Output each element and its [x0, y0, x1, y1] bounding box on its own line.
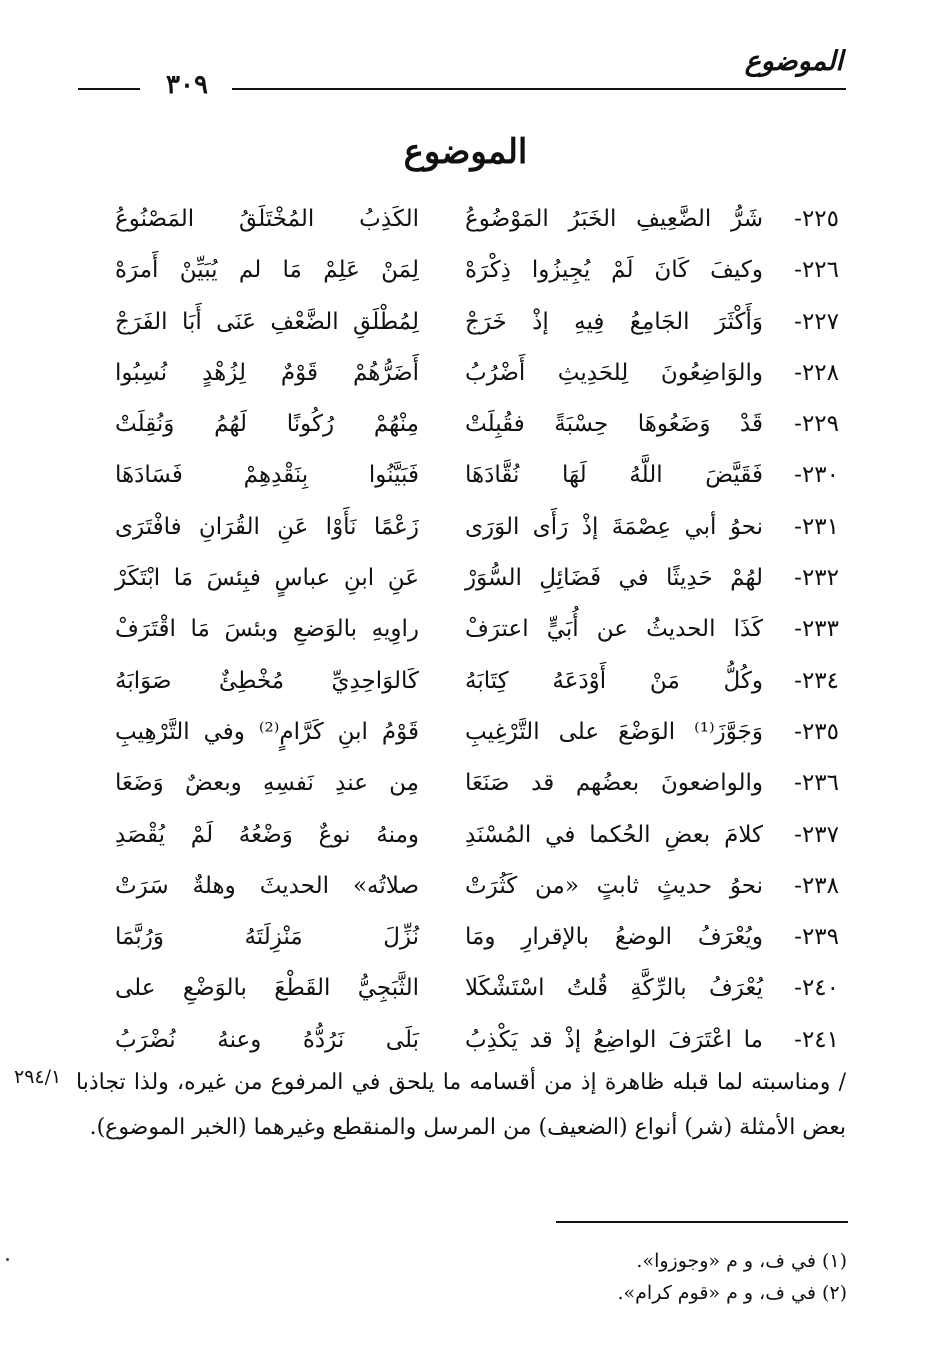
- verse-number: ٢٣٦-: [794, 770, 839, 797]
- verse-row: [0, 249, 931, 300]
- verse-first-hemistich: يُعْرَفُ بالرِّكَّةِ قُلتُ اسْتَشْكَلا: [465, 975, 763, 1002]
- verse-number: ٢٣١-: [794, 513, 839, 540]
- verse-row: [0, 814, 931, 865]
- verse-second-hemistich: مِنْهُمْ رُكُونًا لَهُمُ وَنُقِلَتْ: [115, 411, 419, 438]
- margin-reference: ٢٩٤/١: [14, 1066, 62, 1088]
- commentary-paragraph: / ومناسبته لما قبله ظاهرة إذ من أقسامه ما يلحق في المرفوع من غيره، ولذا تجاذبا بعض الأمثلة (شر) أنواع (الضعيف) من المرسل والمنقطع وغيرهما (الخبر الموضوع).: [76, 1070, 846, 1140]
- verse-first-hemistich: نحوُ حديثٍ ثابتٍ «من كَثُرَتْ: [465, 872, 763, 899]
- verse-first-hemistich: لهُمْ حَدِيثًا في فَضَائِلِ السُّوَرْ: [465, 565, 763, 592]
- verse-second-hemistich: بَلَى نَرُدُّهُ وعنهُ نُضْرَبُ: [115, 1026, 419, 1053]
- verse-number: ٢٣٥-: [794, 718, 839, 745]
- verse-row: [0, 865, 931, 916]
- verse-row: [0, 711, 931, 762]
- verse-number: ٢٣٢-: [794, 565, 839, 592]
- verse-second-hemistich: راوِيهِ بالوَضعِ وبئسَ مَا اقْتَرَفْ: [115, 616, 419, 643]
- verse-number: ٢٣٠-: [794, 462, 839, 489]
- verse-row: [0, 916, 931, 967]
- verse-second-hemistich: لِمَنْ عَلِمْ مَا لم يُبَيِّنْ أَمرَهْ: [115, 257, 419, 284]
- verse-second-hemistich: ومنهُ نوعٌ وَضْعُهُ لَمْ يُقْصَدِ: [115, 821, 419, 848]
- verse-first-hemistich: قَدْ وَضَعُوهَا حِسْبَةً فقُبِلَتْ: [465, 411, 763, 438]
- verse-number: ٢٢٨-: [794, 359, 839, 386]
- verse-second-hemistich: زَعْمًا نَأَوْا عَنِ القُرَانِ فافْتَرَى: [115, 513, 419, 540]
- verse-first-hemistich: والوَاضِعُونَ لِلحَدِيثِ أَضْرُبُ: [465, 359, 763, 386]
- verse-number: ٢٣٩-: [794, 924, 839, 951]
- verse-first-hemistich: فَقَيَّضَ اللَّهُ لَهَا نُقَّادَهَا: [465, 462, 763, 489]
- verse-second-hemistich: عَنِ ابنِ عباسٍ فبِئسَ مَا ابْتَكَرْ: [115, 565, 419, 592]
- scan-speck: [6, 1258, 9, 1261]
- verse-row: [0, 301, 931, 352]
- verse-row: [0, 506, 931, 557]
- verse-row: [0, 608, 931, 659]
- chapter-title: الموضوع: [403, 132, 528, 172]
- footnote-1: (١) في ف، و م «وجوزوا».: [636, 1250, 847, 1272]
- verse-row: [0, 557, 931, 608]
- verse-second-hemistich: مِن عندِ نَفسِهِ وبعضٌ وَضَعَا: [115, 770, 419, 797]
- verse-number: ٢٤١-: [794, 1026, 839, 1053]
- verse-second-hemistich: لِمُطْلَقِ الضَّعْفِ عَنَى أَبَا الفَرَجْ: [115, 308, 419, 335]
- page-number: ٣٠٩: [166, 70, 208, 100]
- verse-row: [0, 198, 931, 249]
- verse-number: ٢٢٧-: [794, 308, 839, 335]
- footnote-rule: [556, 1221, 848, 1223]
- running-title: الموضوع: [744, 46, 843, 77]
- header-rule-short: [78, 88, 140, 90]
- verse-first-hemistich: شَرُّ الضَّعِيفِ الخَبَرُ المَوْضُوعُ: [465, 206, 763, 232]
- verse-first-hemistich: وكيفَ كَانَ لَمْ يُجِيزُوا ذِكْرَهْ: [465, 257, 763, 284]
- verse-first-hemistich: وكُلُّ مَنْ أَوْدَعَهُ كِتَابَهُ: [465, 667, 763, 694]
- footnote-2: (٢) في ف، و م «قوم كرام».: [617, 1282, 847, 1304]
- verse-number: ٢٣٨-: [794, 872, 839, 899]
- verse-first-hemistich: نحوُ أبي عِصْمَةَ إذْ رَأَى الوَرَى: [465, 513, 763, 540]
- header-rule: [232, 88, 846, 90]
- verse-first-hemistich: ويُعْرَفُ الوضعُ بالإقرارِ ومَا: [465, 924, 763, 951]
- verse-second-hemistich: الكَذِبُ المُخْتَلَقُ المَصْنُوعُ: [115, 206, 419, 232]
- verse-list: [0, 198, 931, 1070]
- verse-first-hemistich: وَأَكْثَرَ الجَامِعُ فِيهِ إذْ خَرَجْ: [465, 308, 763, 335]
- verse-second-hemistich: كَالوَاحِدِيِّ مُخْطِئٌ صَوَابَهُ: [115, 667, 419, 694]
- verse-row: [0, 403, 931, 454]
- verse-number: ٢٢٩-: [794, 411, 839, 438]
- verse-row: [0, 352, 931, 403]
- verse-first-hemistich: كلامَ بعضِ الحُكما في المُسْنَدِ: [465, 821, 763, 848]
- verse-first-hemistich: ما اعْتَرَفَ الواضِعُ إذْ قد يَكْذِبُ: [465, 1026, 763, 1053]
- verse-row: [0, 660, 931, 711]
- verse-first-hemistich: وَجَوَّزَ⁽¹⁾ الوَضْعَ على التَّرْغِيبِ: [465, 718, 763, 745]
- verse-second-hemistich: صلاتُه» الحديثَ وهلةٌ سَرَتْ: [115, 872, 419, 899]
- verse-number: ٢٤٠-: [794, 975, 839, 1002]
- verse-number: ٢٣٧-: [794, 821, 839, 848]
- verse-second-hemistich: أَضَرُّهُمْ قَوْمٌ لِزُهْدٍ نُسِبُوا: [115, 359, 419, 386]
- verse-first-hemistich: كَذَا الحديثُ عن أُبَيٍّ اعترَفْ: [465, 616, 763, 643]
- verse-row: [0, 967, 931, 1018]
- verse-second-hemistich: الثَّبَجِيُّ القَطْعَ بالوَضْعِ على: [115, 975, 419, 1002]
- verse-second-hemistich: قَوْمُ ابنِ كَرَّامٍ⁽²⁾ وفي التَّرْهِيبِ: [115, 718, 419, 745]
- verse-second-hemistich: فَبَيَّنُوا بِنَقْدِهِمْ فَسَادَهَا: [115, 462, 419, 489]
- verse-first-hemistich: والواضعونَ بعضُهم قد صَنَعَا: [465, 770, 763, 797]
- verse-number: ٢٣٤-: [794, 667, 839, 694]
- verse-number: ٢٣٣-: [794, 616, 839, 643]
- verse-row: [0, 454, 931, 505]
- verse-row: [0, 762, 931, 813]
- verse-second-hemistich: نُزِّلَ مَنْزِلَتَهُ وَرُبَّمَا: [115, 924, 419, 951]
- verse-number: ٢٢٥-: [794, 206, 839, 232]
- verse-number: ٢٢٦-: [794, 257, 839, 284]
